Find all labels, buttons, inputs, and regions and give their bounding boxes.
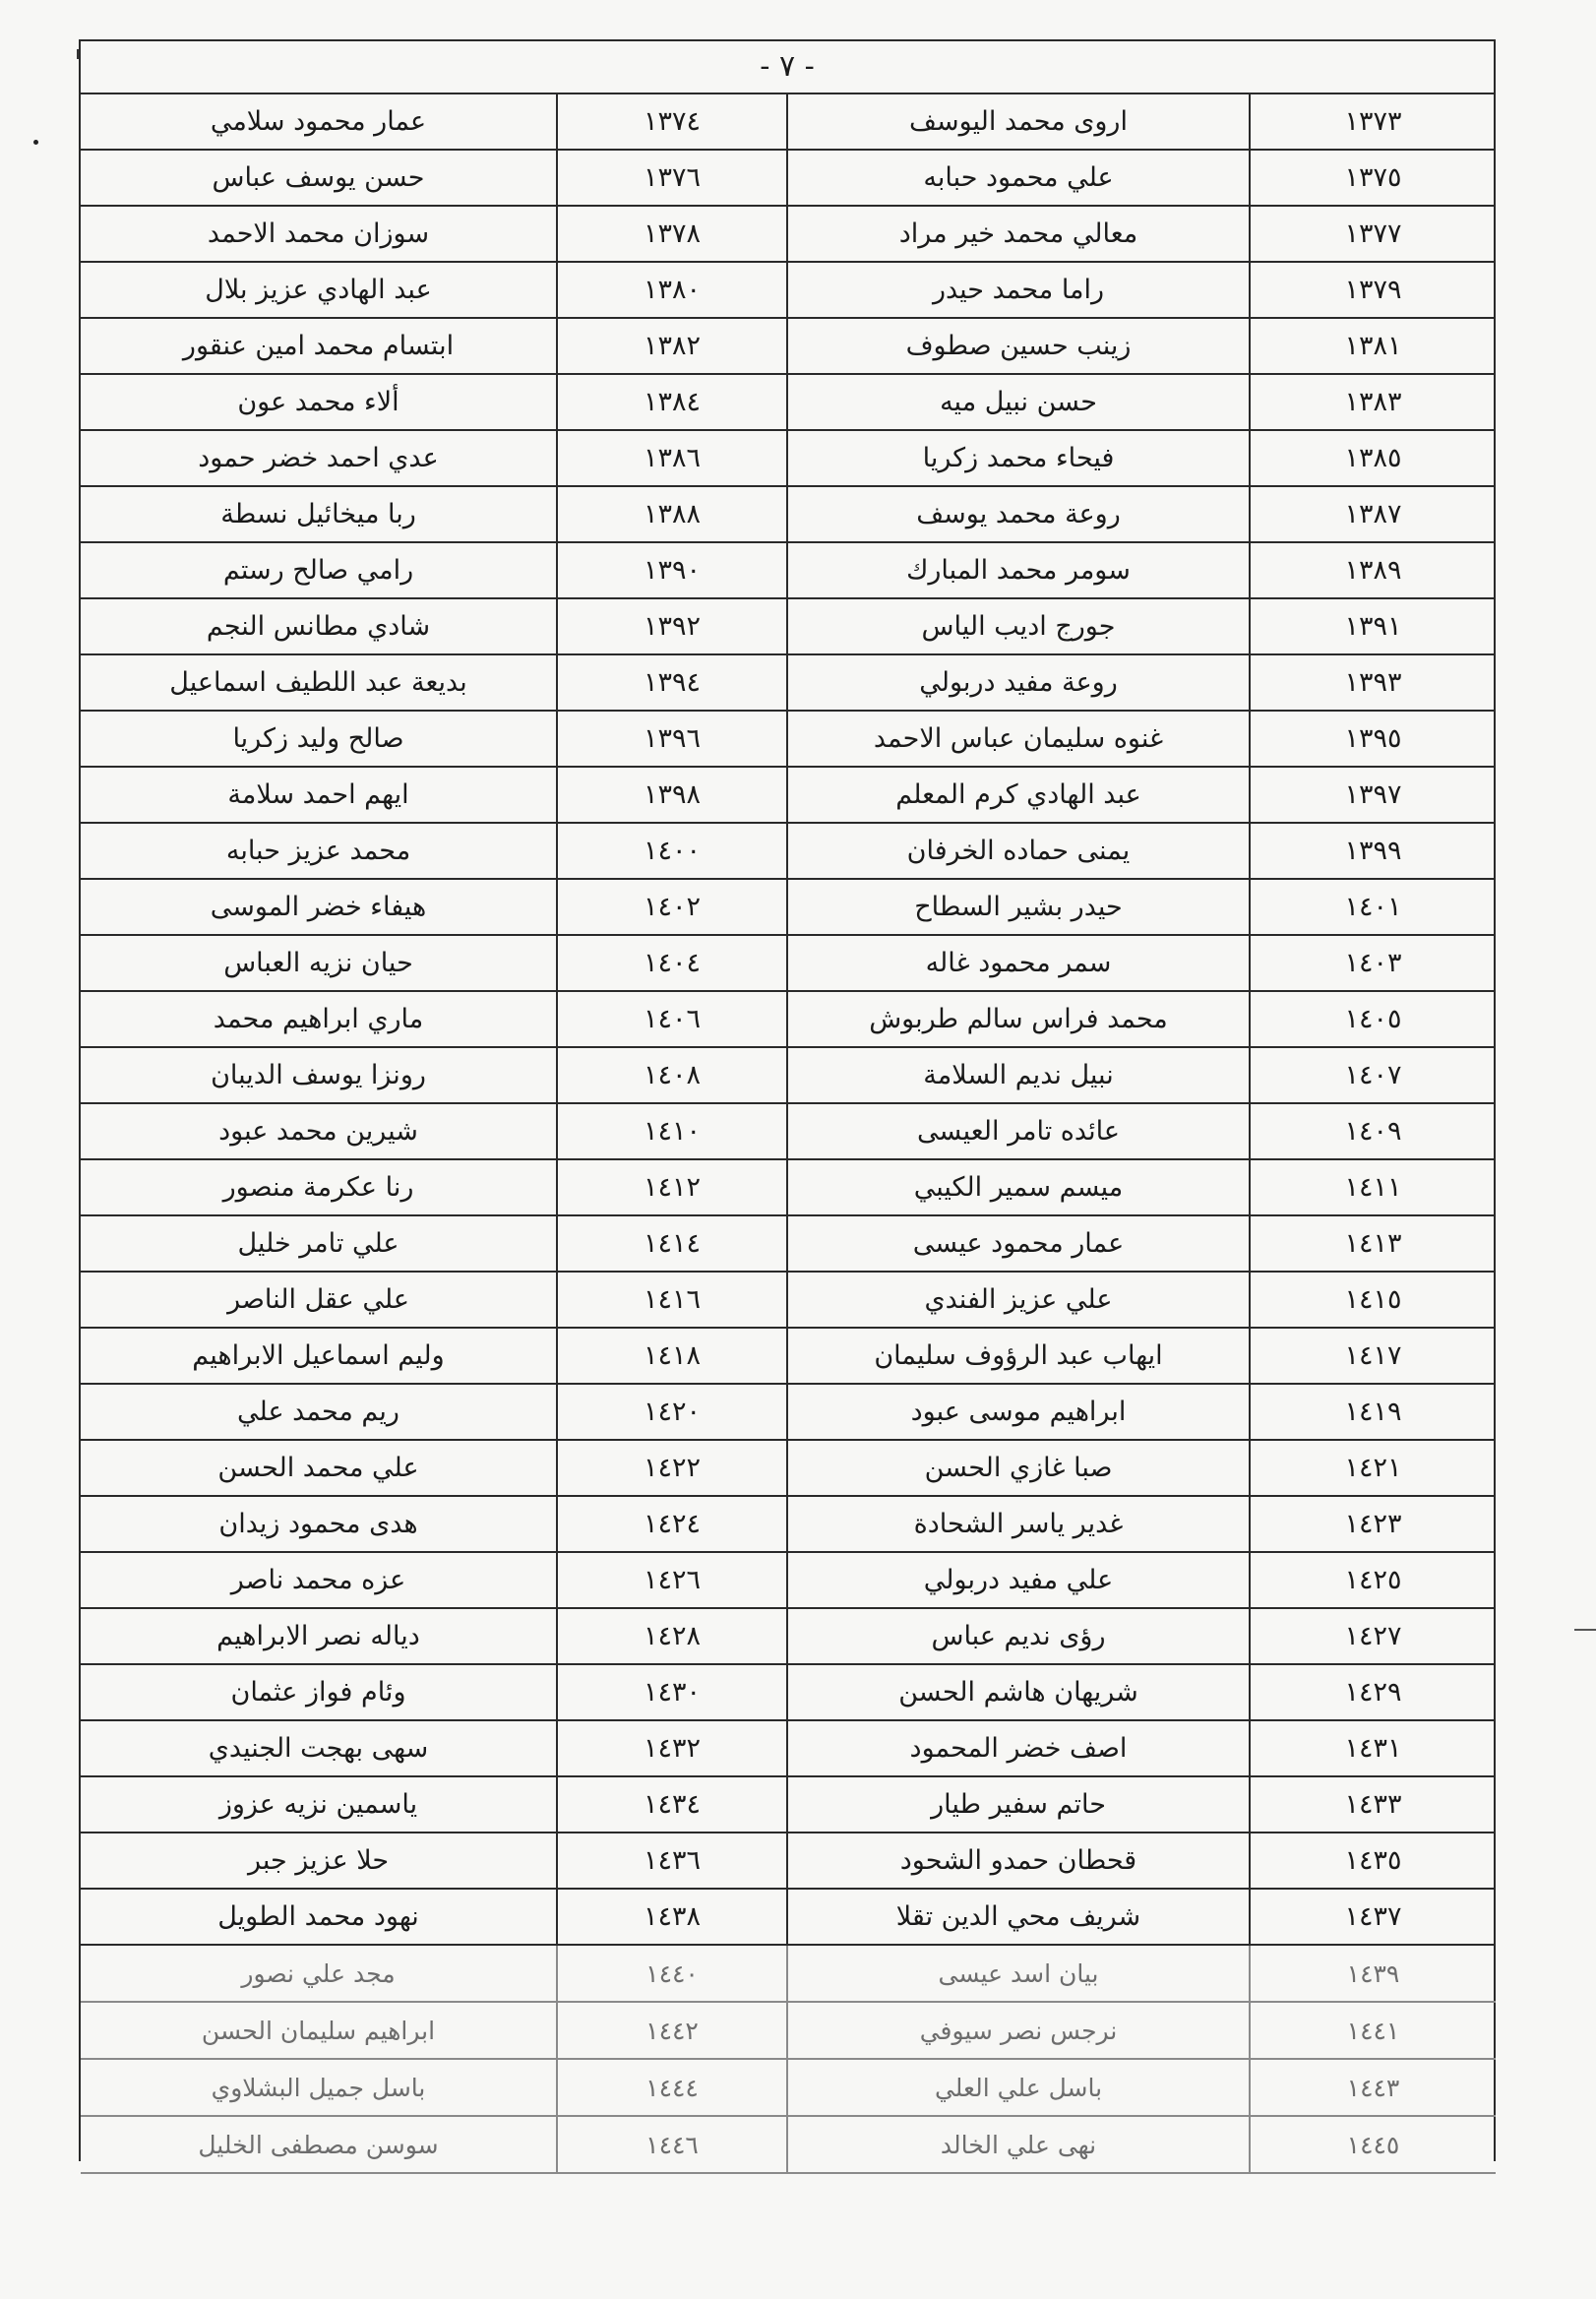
- entry-name: ابتسام محمد امين عنقور: [81, 318, 557, 374]
- entry-number: ١٤٣٠: [557, 1664, 787, 1720]
- names-table-body: [81, 94, 1496, 2173]
- entry-number: ١٤٢٤: [557, 1496, 787, 1552]
- entry-name: وليم اسماعيل الابراهيم: [81, 1328, 557, 1384]
- entry-name: محمد عزيز حبابه: [81, 823, 557, 879]
- entry-number: ١٤٠٣: [1250, 935, 1496, 991]
- entry-name: اصف خضر المحمود: [787, 1720, 1250, 1776]
- entry-name: ألاء محمد عون: [81, 374, 557, 430]
- table-row: [81, 823, 1496, 879]
- entry-number: ١٣٨١: [1250, 318, 1496, 374]
- entry-number: ١٣٩٩: [1250, 823, 1496, 879]
- entry-number: ١٤٢٢: [557, 1440, 787, 1496]
- entry-number: ١٤٠٤: [557, 935, 787, 991]
- entry-number: ١٤٠١: [1250, 879, 1496, 935]
- entry-name: بيان اسد عيسى: [787, 1945, 1250, 2002]
- entry-number: ١٤٤٠: [557, 1945, 787, 2002]
- entry-number: ١٤١١: [1250, 1159, 1496, 1215]
- entry-name: قحطان حمدو الشحود: [787, 1833, 1250, 1889]
- entry-number: ١٤١٦: [557, 1272, 787, 1328]
- table-row: [81, 2116, 1496, 2173]
- entry-number: ١٣٩٢: [557, 598, 787, 654]
- page-number: - ٧ -: [760, 49, 815, 84]
- entry-number: ١٣٧٦: [557, 150, 787, 206]
- entry-name: ريم محمد علي: [81, 1384, 557, 1440]
- entry-name: صبا غازي الحسن: [787, 1440, 1250, 1496]
- entry-number: ١٤١٩: [1250, 1384, 1496, 1440]
- scan-artifact: [33, 140, 38, 145]
- entry-number: ١٣٨٤: [557, 374, 787, 430]
- entry-name: راما محمد حيدر: [787, 262, 1250, 318]
- entry-number: ١٣٧٩: [1250, 262, 1496, 318]
- entry-number: ١٤٠٩: [1250, 1103, 1496, 1159]
- table-row: [81, 1103, 1496, 1159]
- table-row: [81, 654, 1496, 711]
- entry-name: صالح وليد زكريا: [81, 711, 557, 767]
- entry-name: عزه محمد ناصر: [81, 1552, 557, 1608]
- entry-number: ١٤٤٣: [1250, 2059, 1496, 2116]
- entry-name: سهى بهجت الجنيدي: [81, 1720, 557, 1776]
- entry-number: ١٤٠٢: [557, 879, 787, 935]
- entry-number: ١٣٨٥: [1250, 430, 1496, 486]
- entry-number: ١٤٣٧: [1250, 1889, 1496, 1945]
- table-row: [81, 1552, 1496, 1608]
- entry-name: شادي مطانس النجم: [81, 598, 557, 654]
- table-row: [81, 1945, 1496, 2002]
- table-row: [81, 486, 1496, 542]
- entry-number: ١٤٤١: [1250, 2002, 1496, 2059]
- entry-number: ١٤١٤: [557, 1215, 787, 1272]
- entry-number: ١٣٩٠: [557, 542, 787, 598]
- entry-name: حسن نبيل ميه: [787, 374, 1250, 430]
- table-row: [81, 430, 1496, 486]
- table-row: [81, 206, 1496, 262]
- entry-name: روعة محمد يوسف: [787, 486, 1250, 542]
- entry-name: اروى محمد اليوسف: [787, 94, 1250, 150]
- entry-name: شيرين محمد عبود: [81, 1103, 557, 1159]
- entry-name: ميسم سمير الكيبي: [787, 1159, 1250, 1215]
- entry-number: ١٤١٠: [557, 1103, 787, 1159]
- entry-number: ١٣٨٠: [557, 262, 787, 318]
- entry-name: حاتم سفير طيار: [787, 1776, 1250, 1833]
- entry-name: دياله نصر الابراهيم: [81, 1608, 557, 1664]
- entry-name: حلا عزيز جبر: [81, 1833, 557, 1889]
- entry-name: نهود محمد الطويل: [81, 1889, 557, 1945]
- entry-name: هيفاء خضر الموسى: [81, 879, 557, 935]
- entry-name: بديعة عبد اللطيف اسماعيل: [81, 654, 557, 711]
- entry-name: علي محمد الحسن: [81, 1440, 557, 1496]
- entry-number: ١٣٨٩: [1250, 542, 1496, 598]
- entry-number: ١٤١٣: [1250, 1215, 1496, 1272]
- entry-name: عدي احمد خضر حمود: [81, 430, 557, 486]
- page-header: [81, 41, 1494, 94]
- entry-number: ١٣٧٥: [1250, 150, 1496, 206]
- entry-name: ابراهيم موسى عبود: [787, 1384, 1250, 1440]
- entry-name: ياسمين نزيه عزوز: [81, 1776, 557, 1833]
- entry-name: حسن يوسف عباس: [81, 150, 557, 206]
- entry-name: سمر محمود غاله: [787, 935, 1250, 991]
- entry-number: ١٤٢٠: [557, 1384, 787, 1440]
- entry-number: ١٣٩١: [1250, 598, 1496, 654]
- entry-number: ١٣٩٣: [1250, 654, 1496, 711]
- entry-number: ١٤٠٨: [557, 1047, 787, 1103]
- names-table: [81, 94, 1496, 2174]
- entry-name: نهى علي الخالد: [787, 2116, 1250, 2173]
- table-row: [81, 2059, 1496, 2116]
- entry-name: يمنى حماده الخرفان: [787, 823, 1250, 879]
- document-page: [79, 39, 1496, 2161]
- entry-number: ١٤٢٥: [1250, 1552, 1496, 1608]
- entry-name: جورج اديب الياس: [787, 598, 1250, 654]
- table-row: [81, 1272, 1496, 1328]
- entry-name: رنا عكرمة منصور: [81, 1159, 557, 1215]
- entry-number: ١٤٢٦: [557, 1552, 787, 1608]
- table-row: [81, 1440, 1496, 1496]
- entry-number: ١٣٩٧: [1250, 767, 1496, 823]
- scan-artifact: [1574, 1629, 1596, 1631]
- entry-name: وئام فواز عثمان: [81, 1664, 557, 1720]
- entry-number: ١٤٢٧: [1250, 1608, 1496, 1664]
- entry-number: ١٤٣٣: [1250, 1776, 1496, 1833]
- entry-number: ١٤١٥: [1250, 1272, 1496, 1328]
- table-row: [81, 935, 1496, 991]
- entry-number: ١٤٠٠: [557, 823, 787, 879]
- entry-number: ١٤٢٨: [557, 1608, 787, 1664]
- table-row: [81, 1720, 1496, 1776]
- entry-number: ١٤١٨: [557, 1328, 787, 1384]
- table-row: [81, 94, 1496, 150]
- entry-name: شريهان هاشم الحسن: [787, 1664, 1250, 1720]
- entry-name: فيحاء محمد زكريا: [787, 430, 1250, 486]
- entry-number: ١٣٨٧: [1250, 486, 1496, 542]
- entry-name: ايهاب عبد الرؤوف سليمان: [787, 1328, 1250, 1384]
- entry-number: ١٤١٢: [557, 1159, 787, 1215]
- entry-number: ١٤٤٤: [557, 2059, 787, 2116]
- entry-number: ١٤٢٣: [1250, 1496, 1496, 1552]
- entry-name: رؤى نديم عباس: [787, 1608, 1250, 1664]
- entry-name: رونزا يوسف الديبان: [81, 1047, 557, 1103]
- table-row: [81, 1047, 1496, 1103]
- entry-number: ١٤١٧: [1250, 1328, 1496, 1384]
- entry-number: ١٤٣٩: [1250, 1945, 1496, 2002]
- table-row: [81, 1889, 1496, 1945]
- entry-name: زينب حسين صطوف: [787, 318, 1250, 374]
- entry-number: ١٤٤٦: [557, 2116, 787, 2173]
- entry-number: ١٤٣٢: [557, 1720, 787, 1776]
- entry-number: ١٤٣٥: [1250, 1833, 1496, 1889]
- entry-number: ١٤٣١: [1250, 1720, 1496, 1776]
- entry-name: عبد الهادي كرم المعلم: [787, 767, 1250, 823]
- entry-name: سوسن مصطفى الخليل: [81, 2116, 557, 2173]
- entry-name: علي محمود حبابه: [787, 150, 1250, 206]
- entry-name: عمار محمود سلامي: [81, 94, 557, 150]
- table-row: [81, 1664, 1496, 1720]
- entry-name: عبد الهادي عزيز بلال: [81, 262, 557, 318]
- entry-name: حيان نزيه العباس: [81, 935, 557, 991]
- table-row: [81, 1159, 1496, 1215]
- entry-name: ابراهيم سليمان الحسن: [81, 2002, 557, 2059]
- table-row: [81, 1833, 1496, 1889]
- table-row: [81, 1776, 1496, 1833]
- entry-number: ١٤٠٦: [557, 991, 787, 1047]
- entry-name: سوزان محمد الاحمد: [81, 206, 557, 262]
- entry-name: رامي صالح رستم: [81, 542, 557, 598]
- entry-number: ١٣٩٦: [557, 711, 787, 767]
- entry-name: عائده تامر العيسى: [787, 1103, 1250, 1159]
- entry-name: باسل جميل البشلاوي: [81, 2059, 557, 2116]
- table-row: [81, 879, 1496, 935]
- entry-number: ١٤٠٧: [1250, 1047, 1496, 1103]
- entry-number: ١٣٨٣: [1250, 374, 1496, 430]
- table-row: [81, 542, 1496, 598]
- entry-name: عمار محمود عيسى: [787, 1215, 1250, 1272]
- entry-number: ١٤٠٥: [1250, 991, 1496, 1047]
- entry-number: ١٣٨٢: [557, 318, 787, 374]
- entry-name: نبيل نديم السلامة: [787, 1047, 1250, 1103]
- entry-name: ماري ابراهيم محمد: [81, 991, 557, 1047]
- table-row: [81, 150, 1496, 206]
- table-row: [81, 318, 1496, 374]
- entry-name: علي عقل الناصر: [81, 1272, 557, 1328]
- entry-number: ١٣٧٣: [1250, 94, 1496, 150]
- entry-name: حيدر بشير السطاح: [787, 879, 1250, 935]
- table-row: [81, 1215, 1496, 1272]
- table-row: [81, 374, 1496, 430]
- entry-name: علي مفيد دربولي: [787, 1552, 1250, 1608]
- entry-name: هدى محمود زيدان: [81, 1496, 557, 1552]
- table-row: [81, 767, 1496, 823]
- entry-number: ١٣٨٨: [557, 486, 787, 542]
- entry-name: محمد فراس سالم طربوش: [787, 991, 1250, 1047]
- entry-name: علي تامر خليل: [81, 1215, 557, 1272]
- table-row: [81, 2002, 1496, 2059]
- entry-name: غنوه سليمان عباس الاحمد: [787, 711, 1250, 767]
- table-row: [81, 1608, 1496, 1664]
- entry-name: غدير ياسر الشحادة: [787, 1496, 1250, 1552]
- entry-name: باسل علي العلي: [787, 2059, 1250, 2116]
- entry-number: ١٤٣٨: [557, 1889, 787, 1945]
- entry-number: ١٤٤٢: [557, 2002, 787, 2059]
- table-row: [81, 991, 1496, 1047]
- table-row: [81, 1496, 1496, 1552]
- entry-number: ١٣٨٦: [557, 430, 787, 486]
- entry-number: ١٣٧٨: [557, 206, 787, 262]
- table-row: [81, 1384, 1496, 1440]
- entry-number: ١٤٣٦: [557, 1833, 787, 1889]
- entry-name: روعة مفيد دربولي: [787, 654, 1250, 711]
- entry-number: ١٣٩٤: [557, 654, 787, 711]
- entry-name: نرجس نصر سيوفي: [787, 2002, 1250, 2059]
- entry-number: ١٤٢١: [1250, 1440, 1496, 1496]
- entry-name: علي عزيز الفندي: [787, 1272, 1250, 1328]
- entry-name: سومر محمد المبارك: [787, 542, 1250, 598]
- entry-number: ١٣٧٧: [1250, 206, 1496, 262]
- entry-number: ١٤٢٩: [1250, 1664, 1496, 1720]
- entry-name: ايهم احمد سلامة: [81, 767, 557, 823]
- entry-number: ١٣٩٥: [1250, 711, 1496, 767]
- entry-name: ربا ميخائيل نسطة: [81, 486, 557, 542]
- entry-name: شريف محي الدين تقلا: [787, 1889, 1250, 1945]
- entry-number: ١٣٩٨: [557, 767, 787, 823]
- entry-number: ١٤٣٤: [557, 1776, 787, 1833]
- entry-name: معالي محمد خير مراد: [787, 206, 1250, 262]
- table-row: [81, 1328, 1496, 1384]
- entry-number: ١٣٧٤: [557, 94, 787, 150]
- entry-name: مجد علي نصور: [81, 1945, 557, 2002]
- entry-number: ١٤٤٥: [1250, 2116, 1496, 2173]
- table-row: [81, 598, 1496, 654]
- table-row: [81, 262, 1496, 318]
- table-row: [81, 711, 1496, 767]
